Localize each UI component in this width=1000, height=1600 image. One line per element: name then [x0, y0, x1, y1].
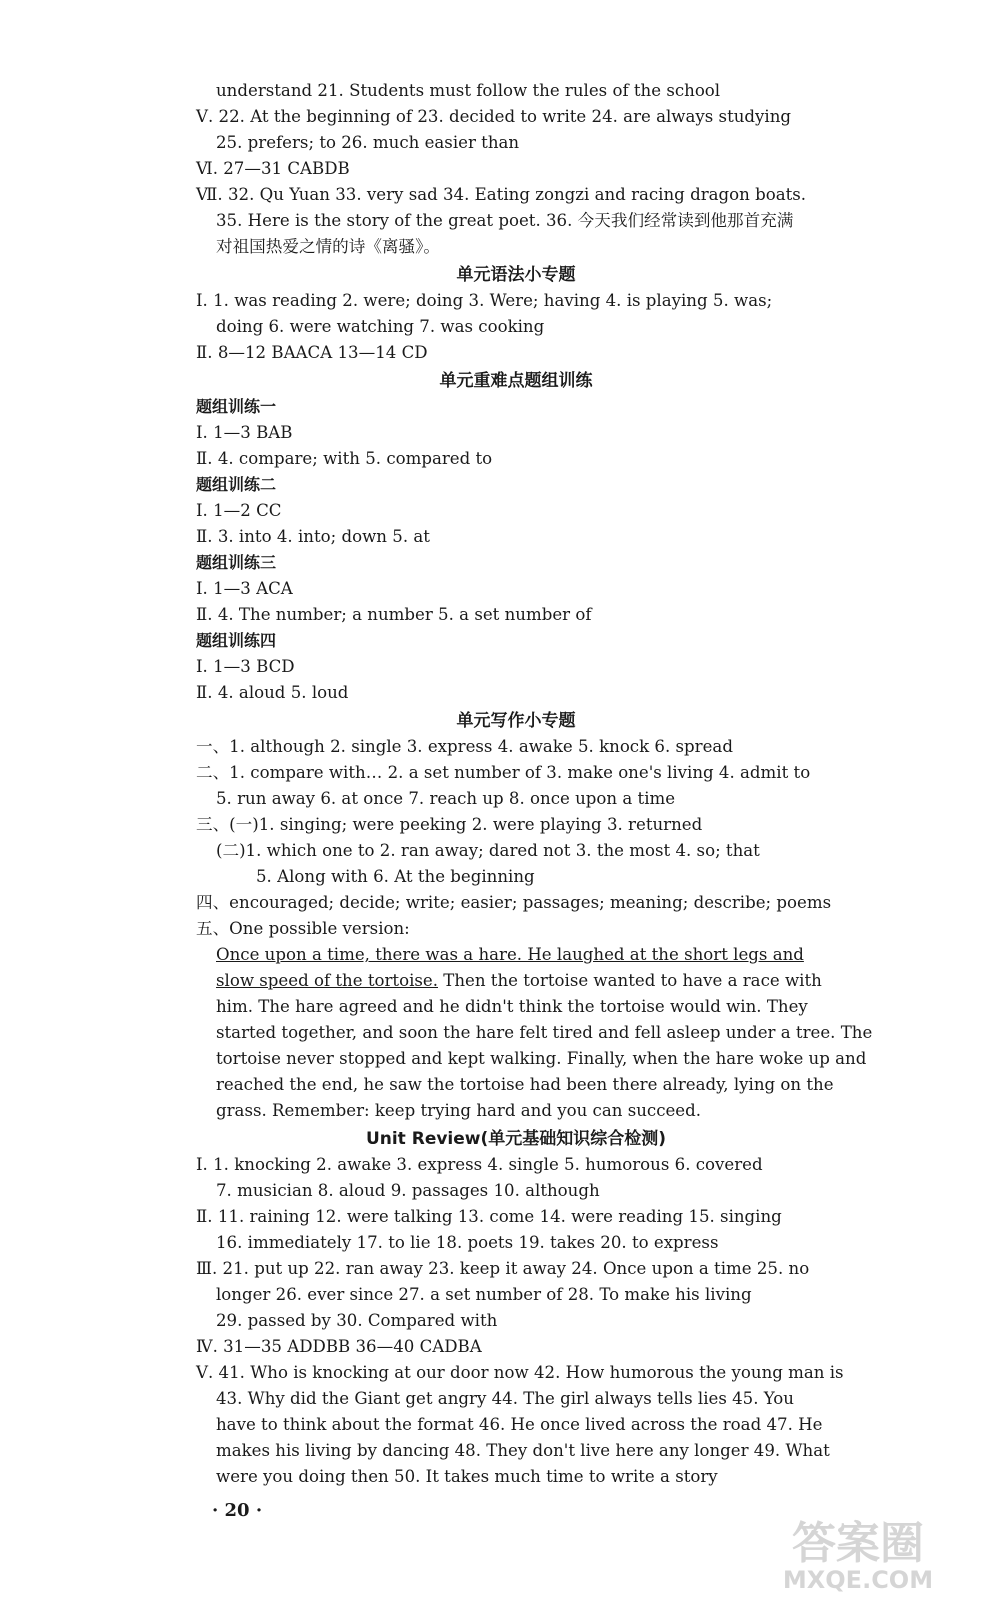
- group-title: 题组训练三: [196, 553, 277, 572]
- page-number: · 20 ·: [212, 1500, 263, 1521]
- text-line: 三、(一)1. singing; were peeking 2. were playing 3. returned: [196, 815, 703, 834]
- group-title: 题组训练一: [196, 397, 277, 416]
- text-line: 35. Here is the story of the great poet. 36. 今天我们经常读到他那首充满: [216, 211, 794, 230]
- text-line: Ⅱ. 8—12 BAACA 13—14 CD: [196, 343, 428, 362]
- text-line: Ⅱ. 4. aloud 5. loud: [196, 683, 349, 702]
- section-heading-key-points: 单元重难点题组训练: [439, 371, 593, 391]
- text-line: 43. Why did the Giant get angry 44. The girl always tells lies 45. You: [216, 1389, 794, 1408]
- group-title: 题组训练二: [196, 475, 277, 494]
- essay-line: tortoise never stopped and kept walking. Finally, when the hare woke up and: [216, 1049, 867, 1068]
- text-line: longer 26. ever since 27. a set number of 28. To make his living: [216, 1285, 752, 1304]
- text-line: 二、1. compare with… 2. a set number of 3. make one's living 4. admit to: [196, 763, 811, 782]
- text-line: Ⅲ. 21. put up 22. ran away 23. keep it away 24. Once upon a time 25. no: [196, 1259, 810, 1278]
- watermark-subtext: MXQE.COM: [782, 1566, 934, 1594]
- text-line: 四、encouraged; decide; write; easier; passages; meaning; describe; poems: [196, 893, 832, 912]
- essay-text: Then the tortoise wanted to have a race with: [438, 971, 822, 990]
- essay-underlined-text: slow speed of the tortoise.: [216, 971, 438, 990]
- text-line: were you doing then 50. It takes much time to write a story: [216, 1467, 718, 1486]
- text-line: Ⅱ. 4. compare; with 5. compared to: [196, 449, 493, 468]
- text-line: 29. passed by 30. Compared with: [216, 1311, 498, 1330]
- section-heading-unit-review: Unit Review(单元基础知识综合检测): [365, 1129, 667, 1149]
- group-title: 题组训练四: [196, 631, 277, 650]
- essay-line: started together, and soon the hare felt tired and fell asleep under a tree. The: [216, 1023, 873, 1042]
- text-line: 对祖国热爱之情的诗《离骚》。: [216, 237, 441, 256]
- text-line: 五、One possible version:: [196, 919, 410, 938]
- section-heading-writing: 单元写作小专题: [456, 711, 576, 731]
- text-line: 25. prefers; to 26. much easier than: [216, 133, 520, 152]
- text-line: (二)1. which one to 2. ran away; dared not 3. the most 4. so; that: [216, 841, 760, 860]
- watermark-text: 答案圈: [792, 1518, 924, 1569]
- essay-line: him. The hare agreed and he didn't think the tortoise would win. They: [216, 997, 808, 1016]
- text-line: 5. Along with 6. At the beginning: [256, 867, 535, 886]
- text-line: Ⅰ. 1. was reading 2. were; doing 3. Were; having 4. is playing 5. was;: [196, 291, 773, 310]
- section-heading-grammar: 单元语法小专题: [456, 265, 576, 285]
- text-line: doing 6. were watching 7. was cooking: [216, 317, 545, 336]
- text-line: 5. run away 6. at once 7. reach up 8. once upon a time: [216, 789, 676, 808]
- text-line: understand 21. Students must follow the rules of the school: [216, 81, 721, 100]
- watermark-logo: [738, 1508, 978, 1594]
- text-line: Ⅵ. 27—31 CABDB: [196, 159, 350, 178]
- text-line: makes his living by dancing 48. They don't live here any longer 49. What: [216, 1441, 830, 1460]
- text-line: 16. immediately 17. to lie 18. poets 19. takes 20. to express: [216, 1233, 719, 1252]
- essay-line: grass. Remember: keep trying hard and you can succeed.: [216, 1101, 702, 1120]
- essay-underlined-text: Once upon a time, there was a hare. He laughed at the short legs and: [216, 945, 804, 964]
- essay-line: [216, 968, 856, 994]
- text-line: Ⅰ. 1—3 BCD: [196, 657, 295, 676]
- text-line: have to think about the format 46. He once lived across the road 47. He: [216, 1415, 823, 1434]
- essay-line: [216, 942, 856, 968]
- text-line: Ⅳ. 31—35 ADDBB 36—40 CADBA: [196, 1337, 482, 1356]
- text-line: Ⅰ. 1—3 BAB: [196, 423, 293, 442]
- text-line: Ⅱ. 4. The number; a number 5. a set number of: [196, 605, 592, 624]
- text-line: Ⅰ. 1—2 CC: [196, 501, 282, 520]
- text-line: Ⅱ. 11. raining 12. were talking 13. come 14. were reading 15. singing: [196, 1207, 782, 1226]
- text-line: Ⅱ. 3. into 4. into; down 5. at: [196, 527, 430, 546]
- text-line: Ⅴ. 22. At the beginning of 23. decided to write 24. are always studying: [196, 107, 792, 126]
- text-line: Ⅰ. 1. knocking 2. awake 3. express 4. single 5. humorous 6. covered: [196, 1155, 763, 1174]
- text-line: Ⅰ. 1—3 ACA: [196, 579, 293, 598]
- text-line: Ⅴ. 41. Who is knocking at our door now 42. How humorous the young man is: [196, 1363, 844, 1382]
- text-line: Ⅶ. 32. Qu Yuan 33. very sad 34. Eating zongzi and racing dragon boats.: [196, 185, 807, 204]
- text-line: 一、1. although 2. single 3. express 4. awake 5. knock 6. spread: [196, 737, 733, 756]
- text-line: 7. musician 8. aloud 9. passages 10. although: [216, 1181, 600, 1200]
- essay-line: reached the end, he saw the tortoise had been there already, lying on the: [216, 1075, 834, 1094]
